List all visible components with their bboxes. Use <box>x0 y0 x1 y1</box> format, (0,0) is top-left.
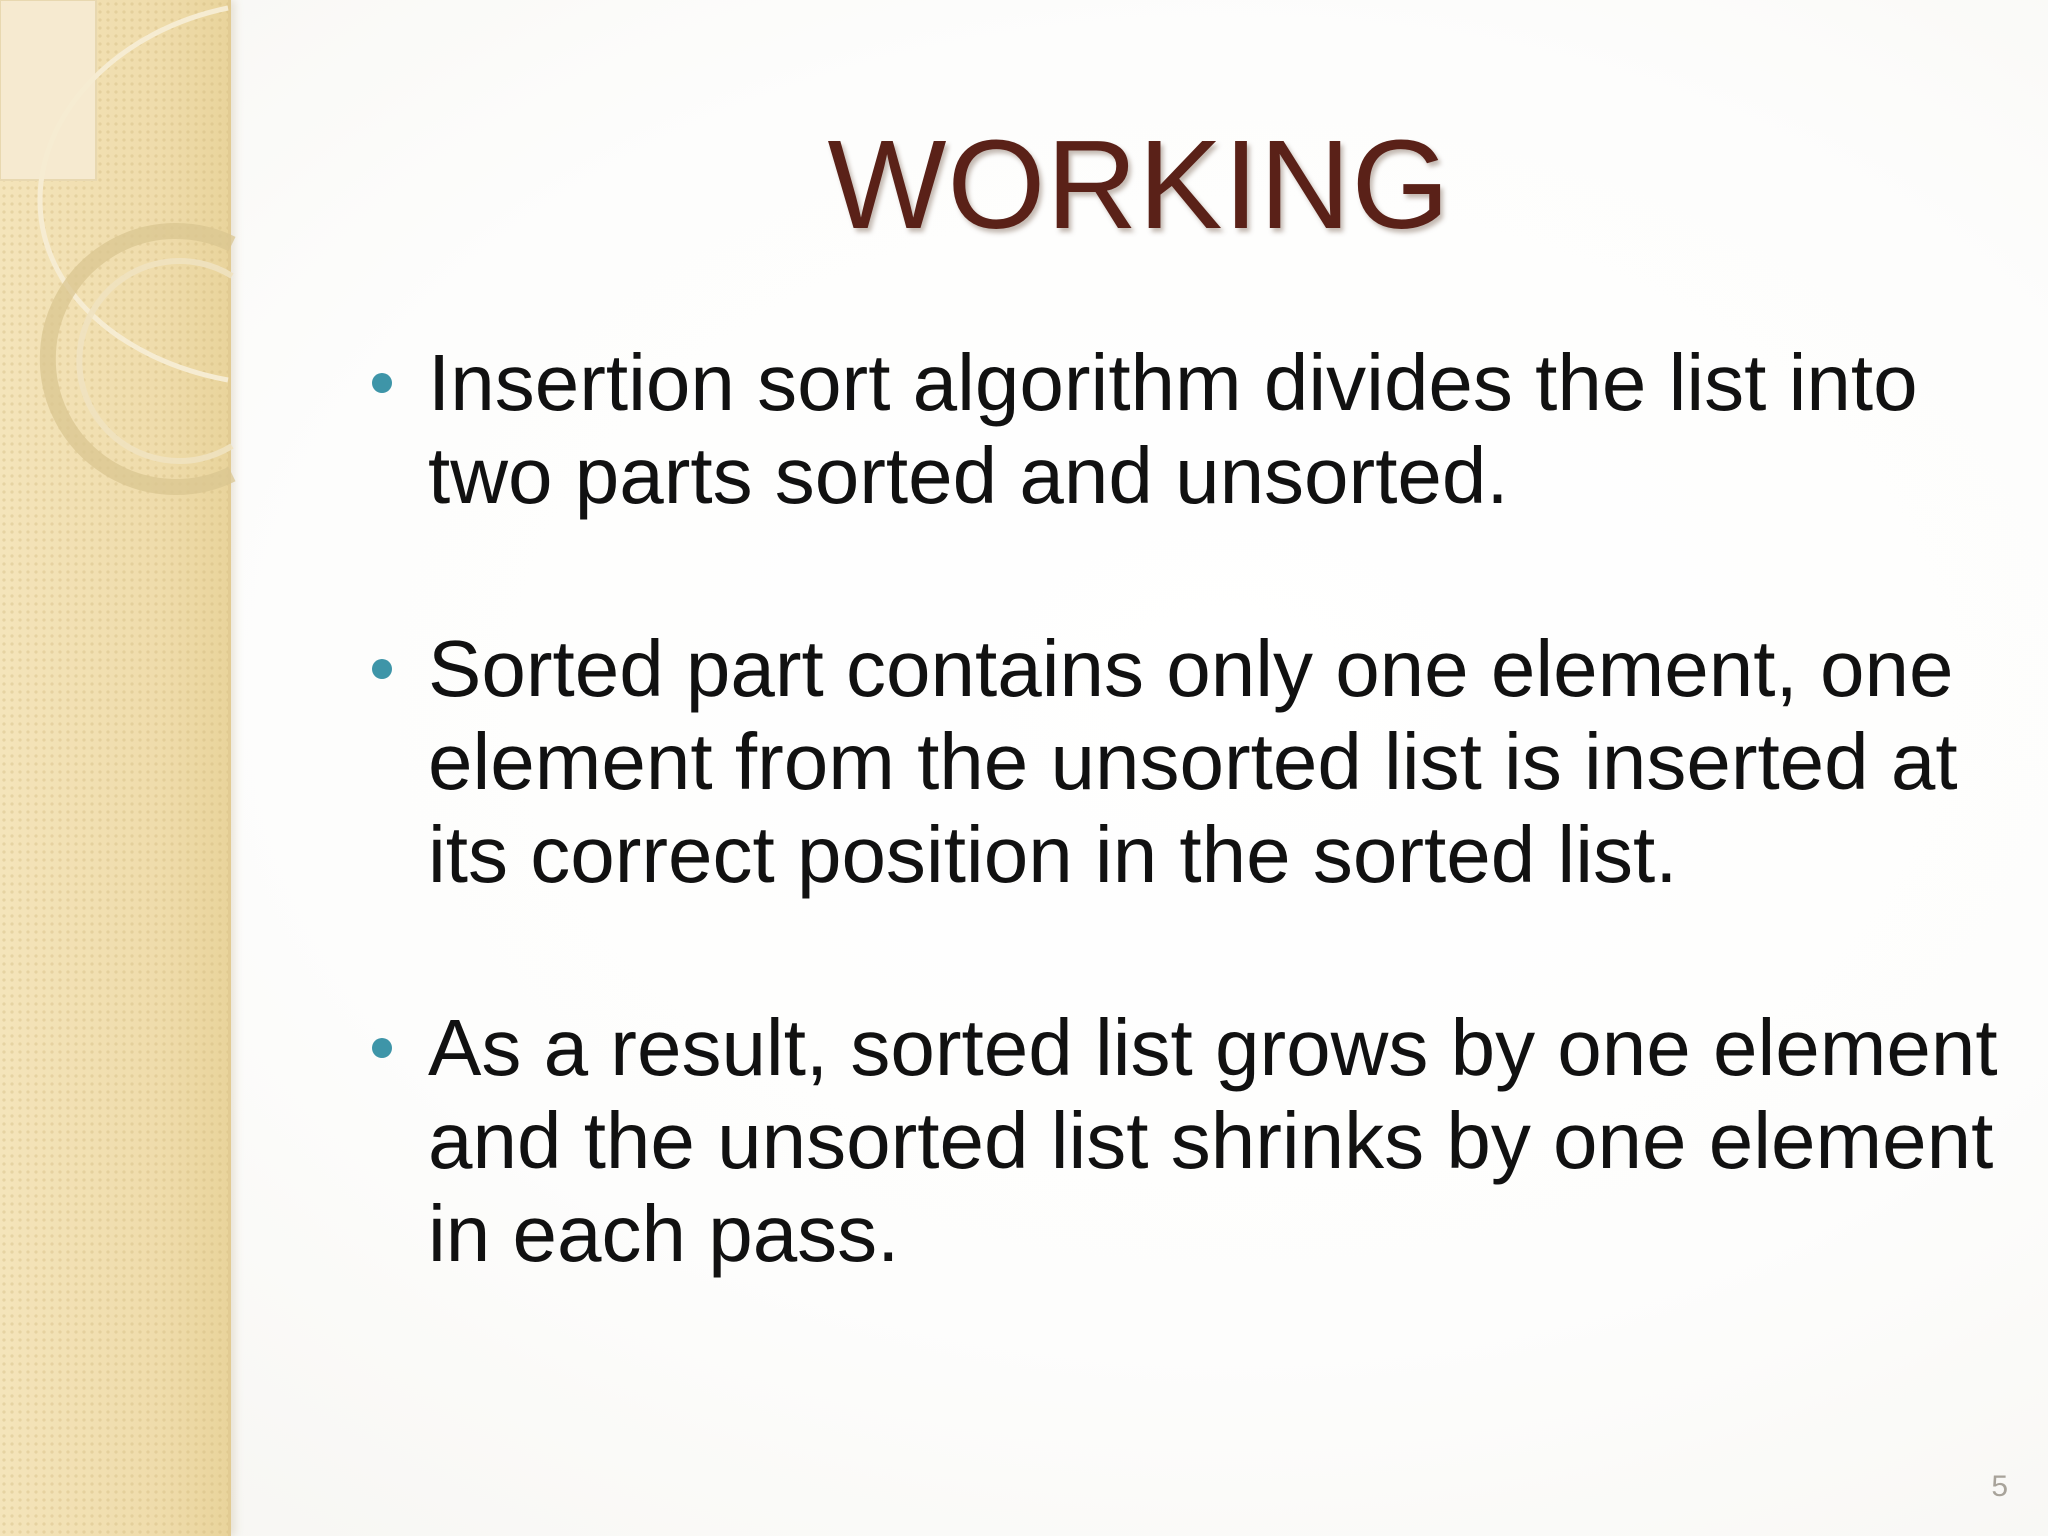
bullet-item <box>372 622 2012 901</box>
bullet-item <box>372 1001 2012 1280</box>
bullet-text: As a result, sorted list grows by one element and the unsorted list shrinks by one element in each pass. <box>428 1003 1998 1278</box>
bullet-item <box>372 336 2012 522</box>
bullet-dot-icon <box>372 1038 392 1058</box>
bullet-list <box>372 336 2012 1280</box>
decorative-ring-inner <box>79 261 232 461</box>
page-number: 5 <box>1991 1470 2008 1503</box>
bullet-text: Insertion sort algorithm divides the list into two parts sorted and unsorted. <box>428 338 1918 520</box>
bullet-text: Sorted part contains only one element, one element from the unsorted list is inserted at its correct position in the sorted list. <box>428 624 1958 899</box>
bullet-dot-icon <box>372 373 392 393</box>
bullet-dot-icon <box>372 659 392 679</box>
slide-title: WORKING <box>827 114 1451 255</box>
decorative-circles <box>0 0 240 520</box>
